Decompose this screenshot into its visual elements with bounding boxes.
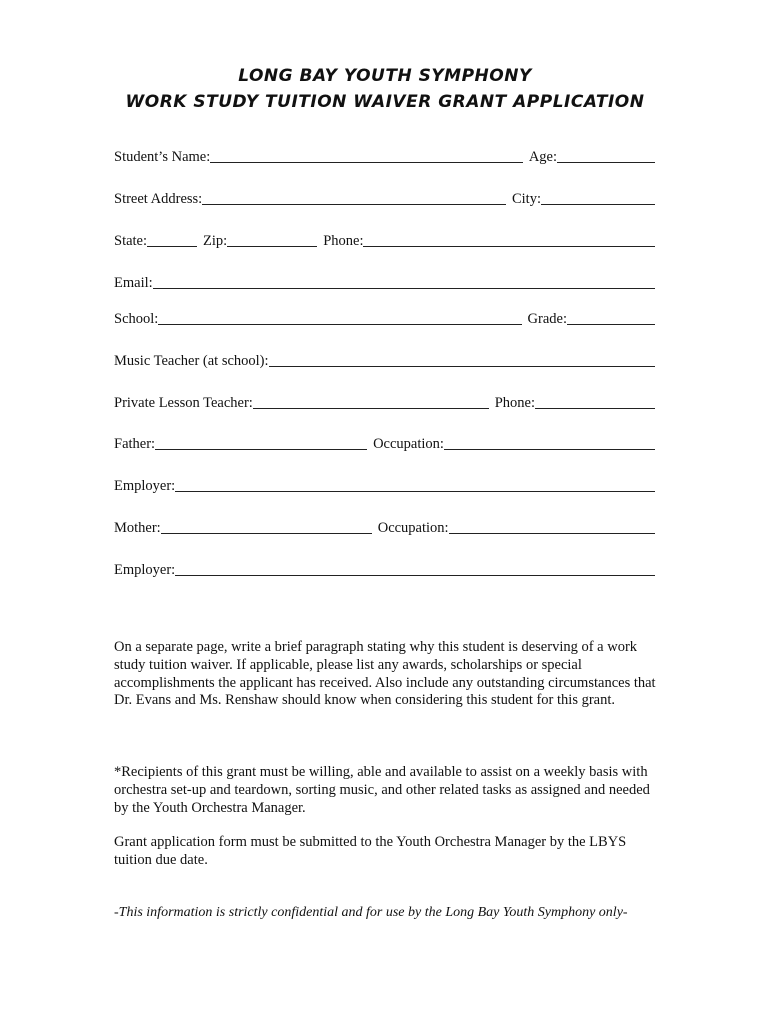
form-title: WORK STUDY TUITION WAIVER GRANT APPLICATION: [125, 92, 645, 112]
private-lesson-teacher-field[interactable]: [253, 394, 489, 409]
row-music-teacher: [114, 350, 655, 370]
row-state-zip-phone: [114, 230, 655, 250]
mother-employer-field[interactable]: [175, 561, 655, 576]
essay-instructions: On a separate page, write a brief paragraph stating why this student is deserving of a work study tuition waiver. If applicable, please list any awards, scholarships or special accomplishments the applicant has received. Also include any outstanding circumstances that Dr. Evans and Ms. Renshaw should know when considering this student for this grant.: [114, 639, 656, 709]
father-field[interactable]: [155, 435, 367, 450]
street-address-label: Street Address:: [114, 191, 203, 207]
zip-field[interactable]: [227, 232, 317, 247]
organization-title: LONG BAY YOUTH SYMPHONY: [238, 66, 532, 86]
row-street-address: [114, 188, 655, 208]
students-name-field[interactable]: [210, 148, 523, 163]
row-school: [114, 308, 655, 328]
row-father: [114, 433, 655, 453]
row-student-name: [114, 146, 655, 166]
state-field[interactable]: [147, 232, 197, 247]
private-phone-field[interactable]: [535, 394, 655, 409]
confidentiality-notice: -This information is strictly confidential and for use by the Long Bay Youth Symphony only-: [114, 905, 628, 920]
row-email: [114, 272, 655, 292]
row-private-lesson-teacher: [114, 392, 655, 412]
age-label: Age:: [528, 149, 557, 165]
grade-field[interactable]: [567, 310, 655, 325]
father-label: Father:: [114, 436, 156, 452]
submission-instructions: Grant application form must be submitted to the Youth Orchestra Manager by the LBYS tuition due date.: [114, 834, 627, 868]
mother-occupation-label: Occupation:: [377, 520, 449, 536]
row-father-employer: [114, 475, 655, 495]
mother-field[interactable]: [161, 519, 372, 534]
father-occupation-label: Occupation:: [373, 436, 444, 452]
music-teacher-label: Music Teacher (at school):: [114, 353, 269, 369]
father-occupation-field[interactable]: [444, 435, 655, 450]
state-label: State:: [114, 233, 148, 249]
phone-label: Phone:: [323, 233, 364, 249]
phone-field[interactable]: [363, 232, 655, 247]
row-mother-employer: [114, 559, 655, 579]
mother-occupation-field[interactable]: [449, 519, 655, 534]
row-mother: [114, 517, 655, 537]
city-field[interactable]: [541, 190, 655, 205]
mother-label: Mother:: [114, 520, 161, 536]
students-name-label: Student’s Name:: [114, 149, 211, 165]
private-phone-label: Phone:: [494, 395, 535, 411]
email-label: Email:: [114, 275, 153, 291]
mother-employer-label: Employer:: [114, 562, 176, 578]
email-field[interactable]: [153, 274, 655, 289]
city-label: City:: [511, 191, 541, 207]
school-field[interactable]: [158, 310, 521, 325]
father-employer-field[interactable]: [175, 477, 655, 492]
recipient-requirements: *Recipients of this grant must be willing, able and available to assist on a weekly basis with orchestra set-up and teardown, sorting music, and other related tasks as assigned and needed by the Youth Orchestra Manager.: [114, 764, 650, 816]
father-employer-label: Employer:: [114, 478, 176, 494]
age-field[interactable]: [557, 148, 655, 163]
private-lesson-teacher-label: Private Lesson Teacher:: [114, 395, 253, 411]
school-label: School:: [114, 311, 159, 327]
zip-label: Zip:: [203, 233, 228, 249]
music-teacher-field[interactable]: [269, 352, 655, 367]
grade-label: Grade:: [527, 311, 567, 327]
street-address-field[interactable]: [202, 190, 506, 205]
